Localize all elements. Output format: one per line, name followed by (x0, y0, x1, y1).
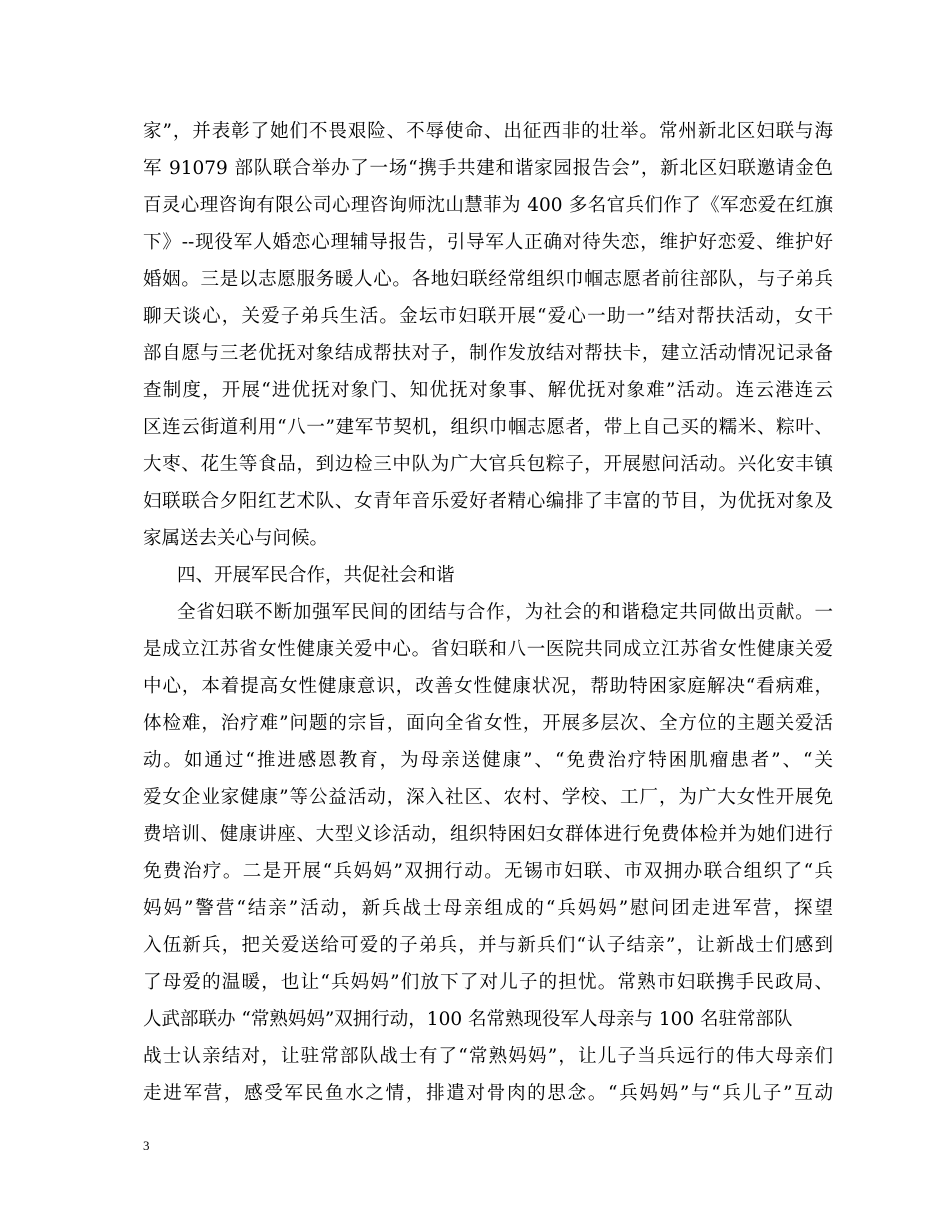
text-line: 百灵心理咨询有限公司心理咨询师沈山慧菲为 400 多名官兵们作了《军恋爱在红旗 (143, 195, 833, 216)
document-body (143, 113, 833, 1112)
page-number: 3 (143, 1138, 150, 1153)
text-line: 战士认亲结对，让驻常部队战士有了“常熟妈妈”，让儿子当兵远行的伟大母亲们 (143, 1046, 833, 1067)
text-line: 妇联联合夕阳红艺术队、女青年音乐爱好者精心编排了丰富的节目，为优抚对象及 (143, 491, 833, 512)
paragraph-first-line: 全省妇联不断加强军民间的团结与合作，为社会的和谐稳定共同做出贡献。一 (177, 602, 833, 623)
text-line: 动。如通过“推进感恩教育，为母亲送健康”、“免费治疗特困肌瘤患者”、“关 (143, 750, 833, 771)
section-heading: 四、开展军民合作，共促社会和谐 (177, 565, 455, 586)
text-line: 聊天谈心，关爱子弟兵生活。金坛市妇联开展“爱心一助一”结对帮扶活动，女干 (143, 306, 833, 327)
text-line: 费培训、健康讲座、大型义诊活动，组织特困妇女群体进行免费体检并为她们进行 (143, 824, 833, 845)
text-line: 下》--现役军人婚恋心理辅导报告，引导军人正确对待失恋，维护好恋爱、维护好 (143, 232, 833, 253)
text-line: 爱女企业家健康”等公益活动，深入社区、农村、学校、工厂，为广大女性开展免 (143, 787, 833, 808)
text-line: 婚姻。三是以志愿服务暖人心。各地妇联经常组织巾帼志愿者前往部队，与子弟兵 (143, 269, 833, 290)
text-line: 中心，本着提高女性健康意识，改善女性健康状况，帮助特困家庭解决“看病难， (143, 676, 833, 697)
text-line: 免费治疗。二是开展“兵妈妈”双拥行动。无锡市妇联、市双拥办联合组织了“兵 (143, 861, 833, 882)
text-line: 家”，并表彰了她们不畏艰险、不辱使命、出征西非的壮举。常州新北区妇联与海 (143, 121, 833, 142)
text-line: 是成立江苏省女性健康关爱中心。省妇联和八一医院共同成立江苏省女性健康关爱 (143, 639, 833, 660)
text-line: 走进军营，感受军民鱼水之情，排遣对骨肉的思念。“兵妈妈”与“兵儿子”互动 (143, 1083, 833, 1104)
text-line: 了母爱的温暖，也让“兵妈妈”们放下了对儿子的担忧。常熟市妇联携手民政局、 (143, 972, 833, 993)
text-line: 人武部联办 “常熟妈妈”双拥行动，100 名常熟现役军人母亲与 100 名驻常部队 (143, 1009, 793, 1030)
text-line: 大枣、花生等食品，到边检三中队为广大官兵包粽子，开展慰问活动。兴化安丰镇 (143, 454, 833, 475)
text-line: 妈妈”警营“结亲”活动，新兵战士母亲组成的“兵妈妈”慰问团走进军营，探望 (143, 898, 833, 919)
text-line: 体检难，治疗难”问题的宗旨，面向全省女性，开展多层次、全方位的主题关爱活 (143, 713, 833, 734)
text-line: 家属送去关心与问候。 (143, 528, 329, 549)
text-line: 入伍新兵，把关爱送给可爱的子弟兵，并与新兵们“认子结亲”，让新战士们感到 (143, 935, 833, 956)
text-line: 查制度，开展“进优抚对象门、知优抚对象事、解优抚对象难”活动。连云港连云 (143, 380, 833, 401)
text-line: 部自愿与三老优抚对象结成帮扶对子，制作发放结对帮扶卡，建立活动情况记录备 (143, 343, 833, 364)
text-line: 区连云街道利用“八一”建军节契机，组织巾帼志愿者，带上自己买的糯米、粽叶、 (143, 417, 833, 438)
text-line: 军 91079 部队联合举办了一场“携手共建和谐家园报告会”，新北区妇联邀请金色 (143, 158, 833, 179)
